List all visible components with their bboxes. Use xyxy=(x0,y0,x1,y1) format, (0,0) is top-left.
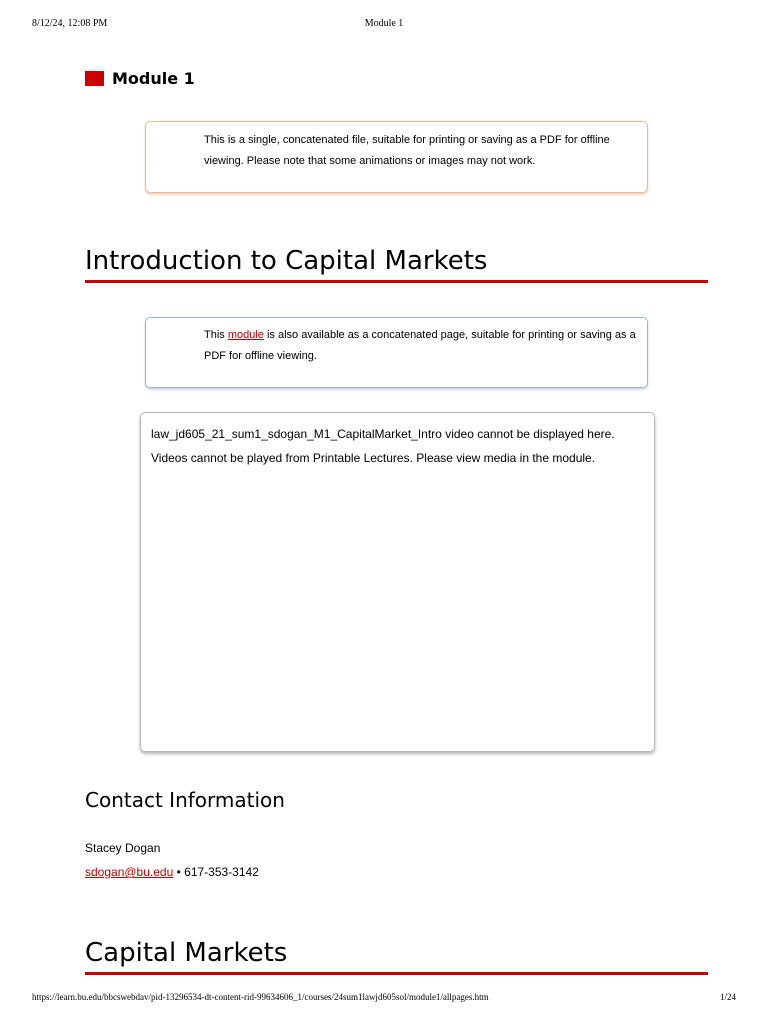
module-notice-suffix: is also available as a concatenated page, suitable for printing or saving as a PDF for offline viewing. xyxy=(204,329,636,362)
print-footer-url: https://learn.bu.edu/bbcswebdav/pid-13296534-dt-content-rid-99634606_1/courses/24sum1lawjd605sol/module1/allpages.htm xyxy=(32,992,489,1002)
section-title-capital-markets: Capital Markets xyxy=(85,937,708,975)
print-footer xyxy=(32,992,736,1006)
contact-details xyxy=(85,864,259,881)
contact-separator: • xyxy=(173,865,185,879)
concatenated-notice-box xyxy=(145,121,648,193)
contact-email-link[interactable]: sdogan@bu.edu xyxy=(85,865,174,879)
module-link[interactable]: module xyxy=(227,329,264,341)
print-header xyxy=(32,18,736,32)
module-notice-prefix: This xyxy=(204,329,228,341)
concatenated-notice-text: This is a single, concatenated file, suitable for printing or saving as a PDF for offline viewing. Please note that some animations or images may not work. xyxy=(204,134,610,167)
video-placeholder-line1: law_jd605_21_sum1_sdogan_M1_CapitalMarket_Intro video cannot be displayed here. xyxy=(151,427,615,441)
print-doc-title: Module 1 xyxy=(364,18,404,29)
contact-name: Stacey Dogan xyxy=(85,841,161,855)
contact-phone: 617-353-3142 xyxy=(184,865,259,879)
module-notice-box xyxy=(145,317,648,388)
print-page-number: 1/24 xyxy=(719,992,736,1002)
video-placeholder-line2: Videos cannot be played from Printable Lectures. Please view media in the module. xyxy=(151,451,596,465)
contact-heading: Contact Information xyxy=(85,788,285,812)
module-heading xyxy=(85,68,195,88)
print-datetime: 8/12/24, 12:08 PM xyxy=(32,18,108,29)
section-title-intro: Introduction to Capital Markets xyxy=(85,245,708,283)
module-square-icon xyxy=(85,71,104,86)
module-title: Module 1 xyxy=(112,68,195,88)
video-placeholder xyxy=(140,412,655,752)
